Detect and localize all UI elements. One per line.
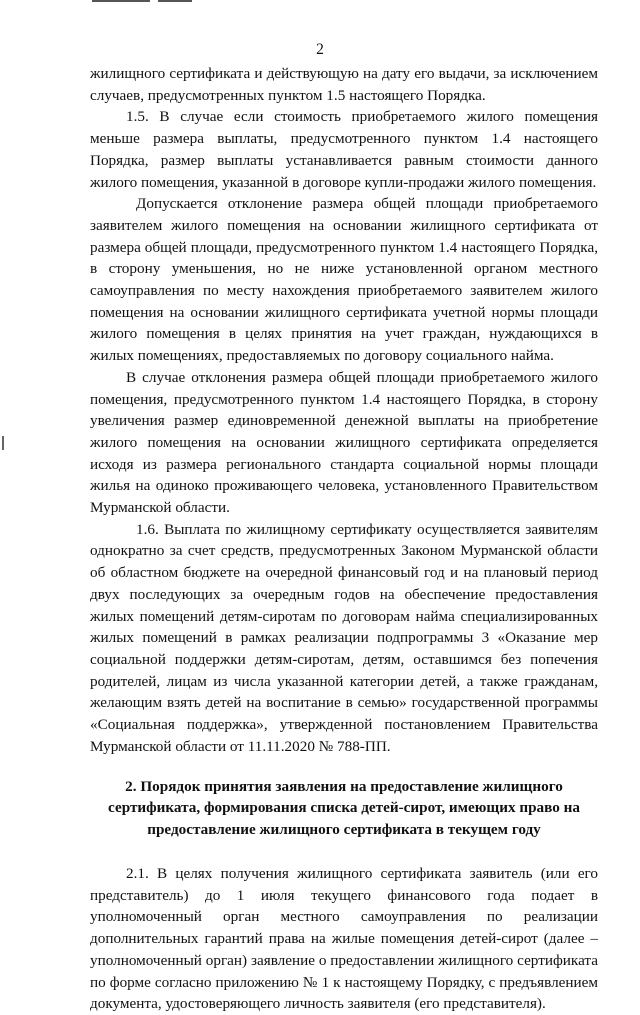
- paragraph-clause-1-6: 1.6. Выплата по жилищному сертификату осуществляется заявителям однократно за счет средств, предусмотренных Законом Мурманской области об областном бюджете на очередной финансовый год и на плановый период двух последующих за очередным годов на обеспечение предоставления жилых помещений детям-сиротам по договорам найма специализированных жилых помещений в рамках реализации подпрограммы 3 «Оказание мер социальной поддержки детям-сиротам, детям, оставшимся без попечения родителей, лицам из числа указанной категории детей, а также гражданам, желающим взять детей на воспитание в семью» государственной программы «Социальная поддержка», утвержденной постановлением Правительства Мурманской области от 11.11.2020 № 788-ПП.: [90, 520, 598, 755]
- section-heading: 2. Порядок принятия заявления на предоставление жилищного сертификата, формирования списка детей-сирот, имеющих право на предоставление жилищного сертификата в текущем году: [108, 777, 580, 838]
- paragraph-area-deviation-decrease: Допускается отклонение размера общей площади приобретаемого заявителем жилого помещения на основании жилищного сертификата от размера общей площади, предусмотренного пунктом 1.4 настоящего Порядка, в сторону уменьшения, но не ниже установленной органом местного самоуправления по месту нахождения приобретаемого заявителем жилого помещения на основании жилищного сертификата учетной нормы площади жилого помещения в целях принятия на учет граждан, нуждающихся в жилых помещениях, предоставляемых по договору социального найма.: [90, 195, 598, 365]
- paragraph-area-deviation-increase: В случае отклонения размера общей площади приобретаемого жилого помещения, предусмотренного пунктом 1.4 настоящего Порядка, в сторону увеличения размер единовременной денежной выплаты на приобретение жилого помещения на основании жилищного сертификата определяется исходя из размера регионального стандарта социальной нормы площади жилья на одиноко проживающего человека, установленного Правительством Мурманской области.: [90, 368, 598, 517]
- page-number: 2: [316, 41, 324, 58]
- scan-edge-mark: [92, 0, 150, 2]
- paragraph-continuation: жилищного сертификата и действующую на дату его выдачи, за исключением случаев, предусмотренных пунктом 1.5 настоящего Порядка.: [90, 65, 598, 104]
- paragraph-clause-2-1: 2.1. В целях получения жилищного сертификата заявитель (или его представитель) до 1 июля текущего финансового года подает в уполномоченный орган местного самоуправления по реализации дополнительных гарантий права на жилые помещения детей-сирот (далее – уполномоченный орган) заявление о предоставлении жилищного сертификата по форме согласно приложению № 1 к настоящему Порядку, с предъявлением документа, удостоверяющего личность заявителя (его представителя).: [90, 865, 598, 1013]
- document-body: [90, 63, 598, 1015]
- scan-edge-mark: [158, 0, 192, 2]
- scan-margin-mark: [2, 436, 4, 450]
- paragraph-clause-1-5: 1.5. В случае если стоимость приобретаемого жилого помещения меньше размера выплаты, предусмотренного пунктом 1.4 настоящего Порядка, размер выплаты устанавливается равным стоимости данного жилого помещения, указанной в договоре купли-продажи жилого помещения.: [90, 108, 598, 191]
